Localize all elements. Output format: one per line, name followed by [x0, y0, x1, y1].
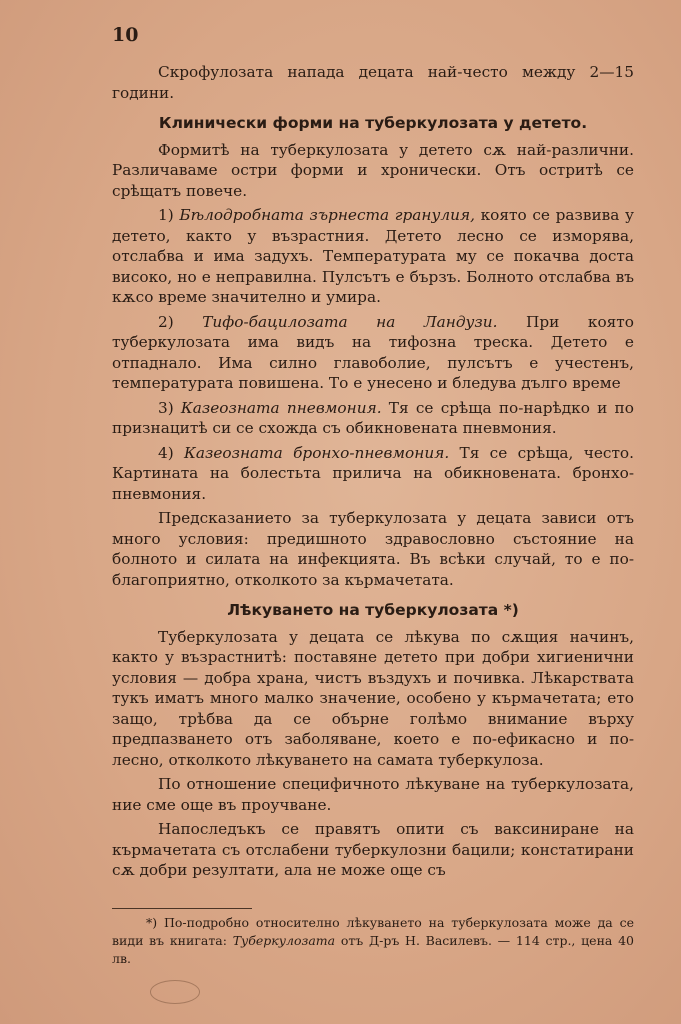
item-text: която се развива у детето, както у възрастния. Детето лесно се изморява, отслабва и има задухъ. Температурата му се покачва доста високо, но е неправилна. Пулсътъ е бързъ. Болното отслабва въ кѫсо време значително и умира. — [112, 206, 634, 306]
item-title: Тифо-бацилозата на Ландузи. — [202, 312, 498, 331]
intro-paragraph: Скрофулозата напада децата най-често между 2—15 години. — [112, 63, 634, 102]
item-number: 1) — [158, 206, 174, 224]
page-number: 10 — [112, 24, 139, 46]
section-heading-treatment: Лѣкуването на туберкулозата *) — [227, 601, 519, 619]
item-number: 2) — [158, 312, 174, 331]
page-body — [112, 62, 634, 885]
item-title: Бѣлодробната зърнеста гранулия, — [179, 206, 475, 224]
paper-stain — [150, 980, 200, 1004]
item-text: При която туберкулозата има видъ на тифозна треска. Детето е отпаднало. Има силно главоболие, пулсътъ е учестенъ, температурата повишена. То е унесено и бледува дълго време — [112, 312, 634, 392]
list-item — [112, 205, 634, 308]
list-item — [112, 398, 634, 439]
item-number: 3) — [158, 398, 174, 417]
clinical-forms-intro: Формитѣ на туберкулозата у детето сѫ най-различни. Различаваме остри форми и хронически. Отъ остритѣ се срѣщатъ повече. — [112, 140, 634, 200]
item-title: Казеозната бронхо-пневмония. — [184, 443, 450, 462]
footnote-text-before: *) По-подробно относително лѣкуването на туберкулозата може да се види въ книгата: — [112, 915, 634, 948]
treatment-paragraph-3: Напоследъкъ се правятъ опити съ ваксиниране на кърмачетата съ отслабени туберкулозни бацили; констатирани сѫ добри резултати, ала не може още съ — [112, 820, 634, 879]
footnote — [112, 914, 634, 968]
item-number: 4) — [158, 443, 174, 462]
footnote-book-title: Туберкулозата — [232, 933, 336, 948]
item-text: Тя се срѣща, често. Картината на болестьта прилича на обикновената. бронхо-пневмония. — [112, 443, 634, 503]
footnote-text-after: отъ Д-ръ Н. Василевъ. — 114 стр., цена 40 лв. — [112, 933, 634, 966]
treatment-paragraph-2: По отношение специфичното лѣкуване на туберкулозата, ние сме още въ проучване. — [112, 775, 634, 814]
section-heading-clinical-forms: Клинически форми на туберкулозата у детето. — [158, 114, 588, 132]
list-item — [112, 312, 634, 394]
item-text: Тя се срѣща по-нарѣдко и по признацитѣ си се схожда съ обикновената пневмония. — [112, 398, 634, 437]
item-title: Казеозната пневмония. — [180, 398, 382, 417]
footnote-divider — [112, 908, 252, 909]
treatment-paragraph-1: Туберкулозата у децата се лѣкува по сѫщия начинъ, както у възрастнитѣ: поставяне детето при добри хигиенични условия — добра храна, чистъ въздухъ и почивка. Лѣкарствата тукъ иматъ много малко значение, особено у кърмачетата; ето защо, трѣбва да се обърне голѣмо внимание върху предпазването отъ заболяване, което е по-ефикасно и по-лесно, отколкото лѣкуването на самата туберкулоза. — [112, 627, 634, 769]
list-item — [112, 443, 634, 505]
prognosis-paragraph: Предсказанието за туберкулозата у децата зависи отъ много условия: предишното здравословно състояние на болното и силата на инфекцията. Въ всѣки случай, то е по-благоприятно, отколкото за кърмачетата. — [112, 509, 634, 589]
